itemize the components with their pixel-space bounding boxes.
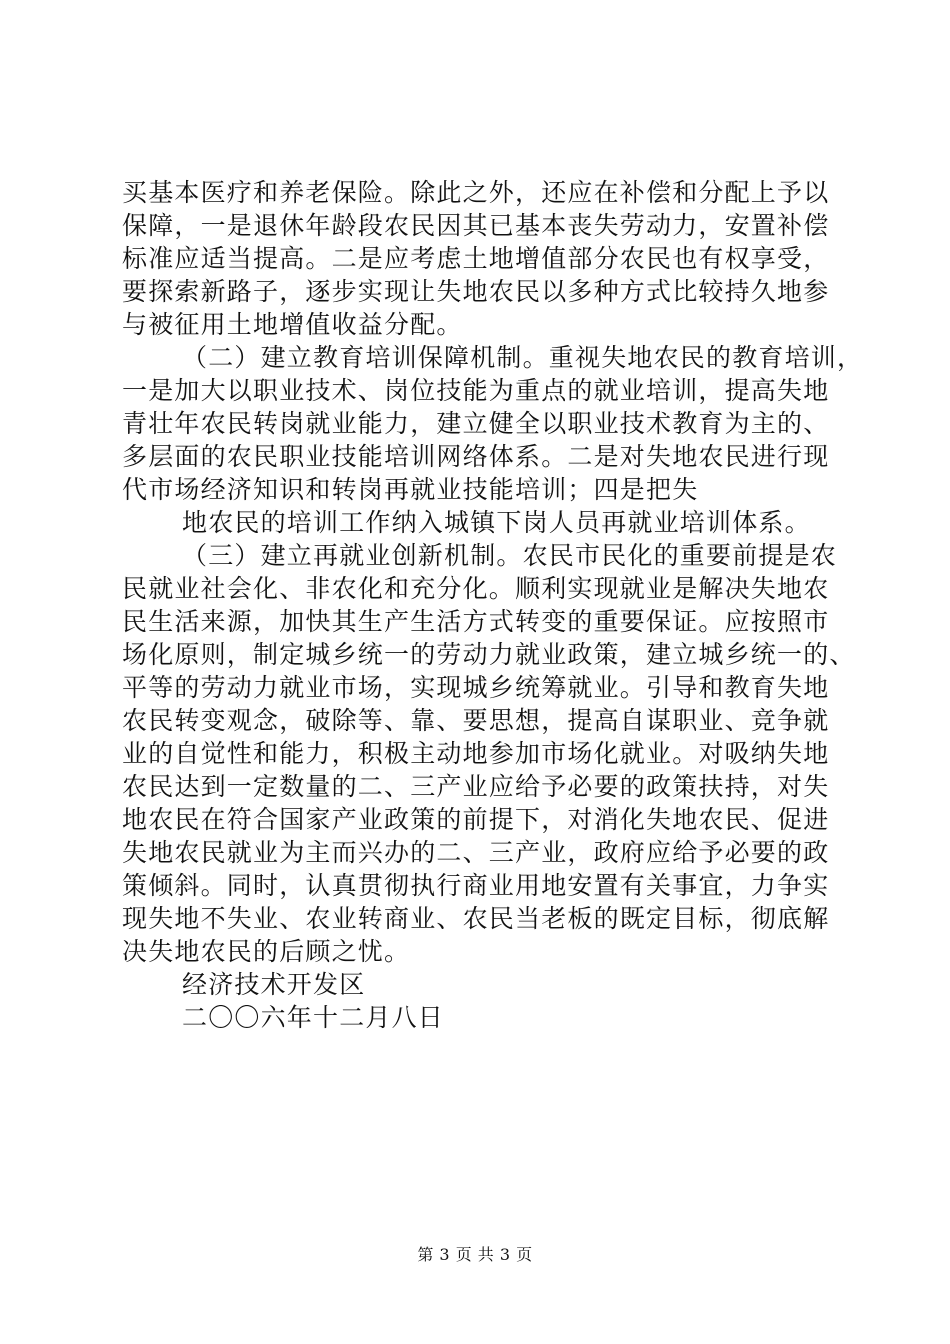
- signature-date: 二〇〇六年十二月八日: [182, 1003, 445, 1032]
- section-heading-line: （二）建立教育培训保障机制。重视失地农民的教育培训，: [182, 343, 864, 372]
- body-text-line: 农民达到一定数量的二、三产业应给予必要的政策扶持，对失: [122, 772, 830, 801]
- body-text-line: 决失地农民的后顾之忧。: [122, 937, 411, 966]
- body-text-line: 场化原则，制定城乡统一的劳动力就业政策，建立城乡统一的、: [122, 640, 856, 669]
- body-text-line: 与被征用土地增值收益分配。: [122, 310, 463, 339]
- body-text-line: 策倾斜。同时，认真贯彻执行商业用地安置有关事宜，力争实: [122, 871, 830, 900]
- signature-organization: 经济技术开发区: [182, 970, 366, 999]
- body-text-line: 保障，一是退休年龄段农民因其已基本丧失劳动力，安置补偿: [122, 211, 830, 240]
- section-heading-line: （三）建立再就业创新机制。农民市民化的重要前提是农: [182, 541, 838, 570]
- body-text-line: 现失地不失业、农业转商业、农民当老板的既定目标，彻底解: [122, 904, 830, 933]
- body-text-line: 买基本医疗和养老保险。除此之外，还应在补偿和分配上予以: [122, 178, 830, 207]
- body-text-line: 青壮年农民转岗就业能力，建立健全以职业技术教育为主的、: [122, 409, 830, 438]
- body-text-line: 业的自觉性和能力，积极主动地参加市场化就业。对吸纳失地: [122, 739, 830, 768]
- page-number-footer: 第 3 页 共 3 页: [417, 1245, 533, 1264]
- body-text-line: 民就业社会化、非农化和充分化。顺利实现就业是解决失地农: [122, 574, 830, 603]
- body-text-line: 地农民的培训工作纳入城镇下岗人员再就业培训体系。: [182, 508, 811, 537]
- body-text-line: 农民转变观念，破除等、靠、要思想，提高自谋职业、竞争就: [122, 706, 830, 735]
- body-text-line: 民生活来源，加快其生产生活方式转变的重要保证。应按照市: [122, 607, 830, 636]
- body-text-line: 多层面的农民职业技能培训网络体系。二是对失地农民进行现: [122, 442, 830, 471]
- body-text-line: 失地农民就业为主而兴办的二、三产业，政府应给予必要的政: [122, 838, 830, 867]
- body-text-line: 要探索新路子，逐步实现让失地农民以多种方式比较持久地参: [122, 277, 830, 306]
- body-text-line: 一是加大以职业技术、岗位技能为重点的就业培训，提高失地: [122, 376, 830, 405]
- body-text-line: 标准应适当提高。二是应考虑土地增值部分农民也有权享受，: [122, 244, 830, 273]
- body-text-line: 代市场经济知识和转岗再就业技能培训；四是把失: [122, 475, 699, 504]
- body-text-line: 地农民在符合国家产业政策的前提下，对消化失地农民、促进: [122, 805, 830, 834]
- body-text-line: 平等的劳动力就业市场，实现城乡统筹就业。引导和教育失地: [122, 673, 830, 702]
